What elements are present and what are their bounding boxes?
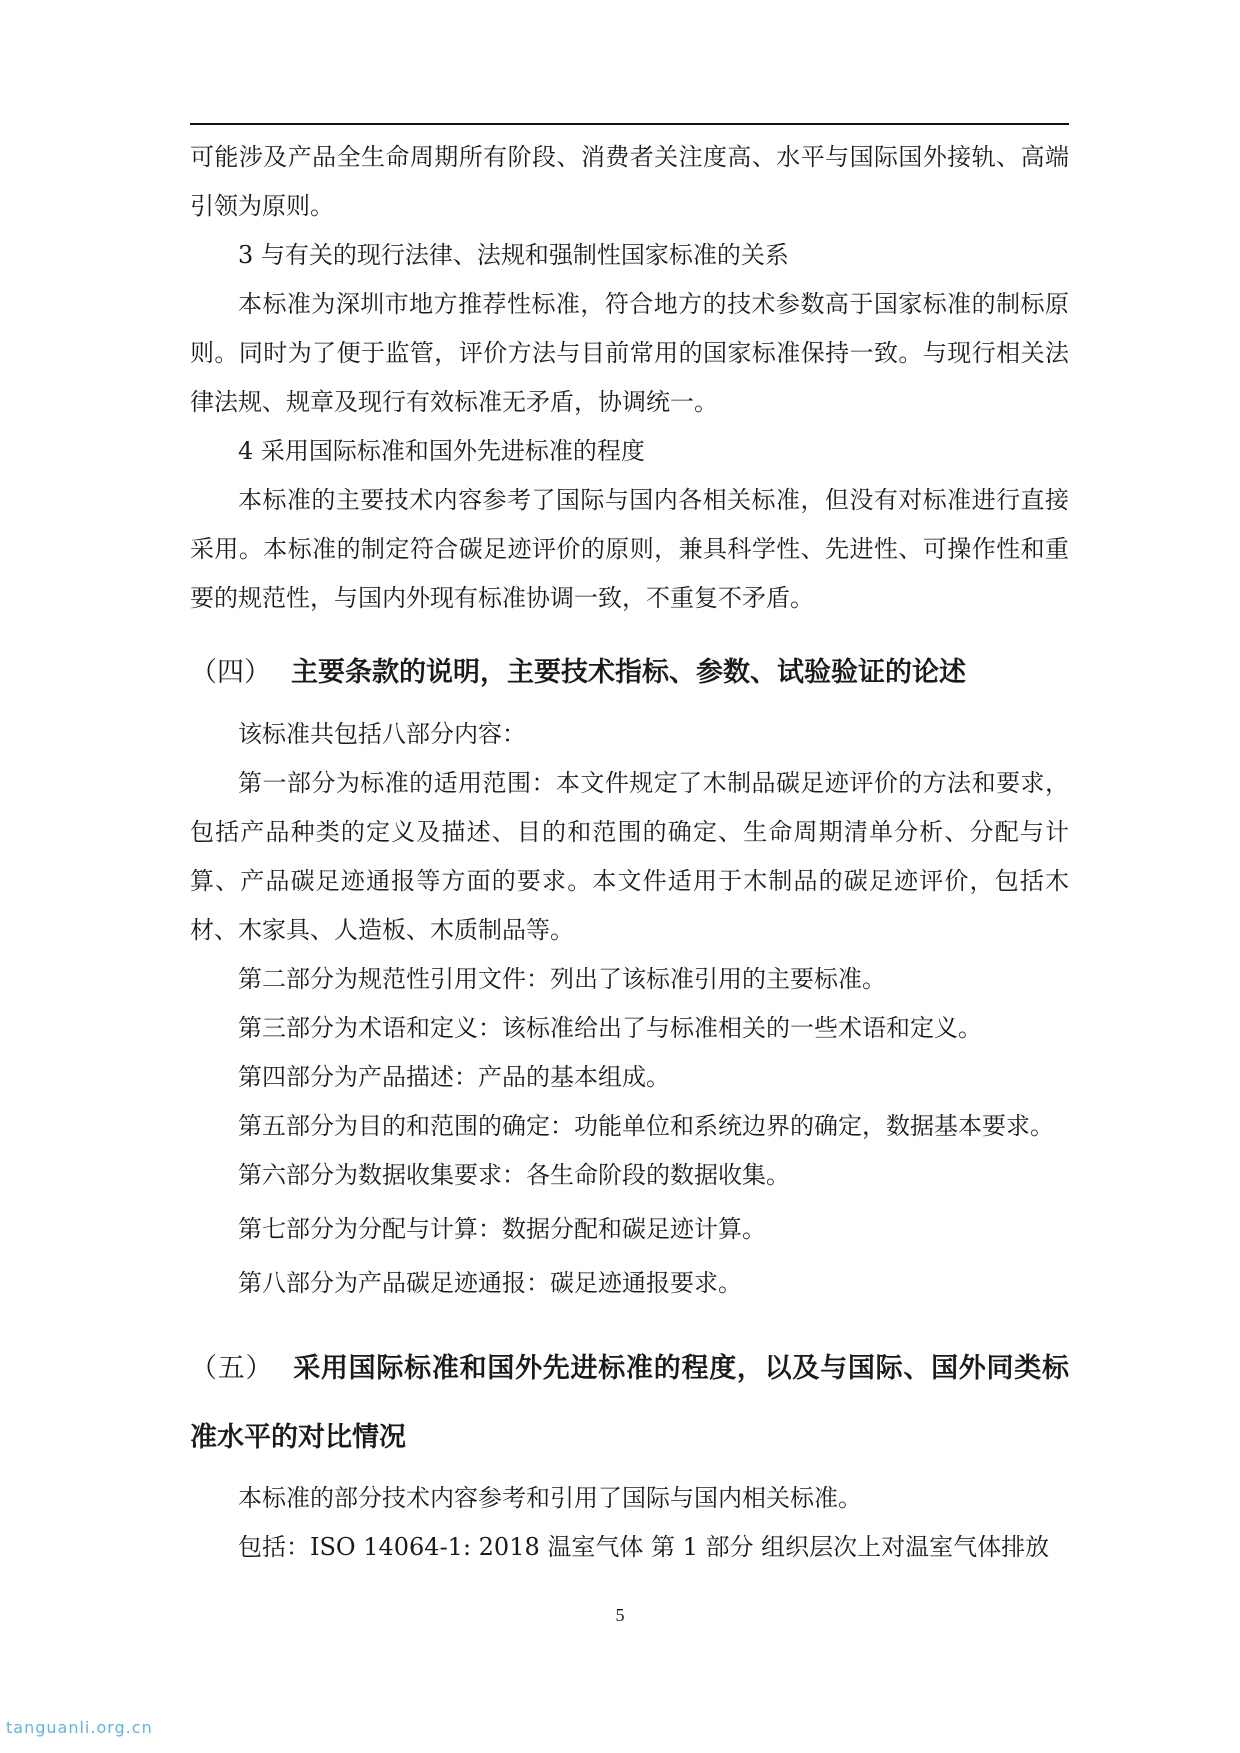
heading-4-text: 主要条款的说明，主要技术指标、参数、试验验证的论述	[291, 657, 966, 688]
parts-intro: 该标准共包括八部分内容：	[238, 720, 526, 748]
part-6: 第六部分为数据收集要求：各生命阶段的数据收集。	[238, 1161, 790, 1189]
section-5-list: 包括：ISO 14064-1: 2018 温室气体 第 1 部分 组织层次上对温室气体排放	[238, 1533, 1050, 1561]
part-7: 第七部分为分配与计算：数据分配和碳足迹计算。	[238, 1215, 766, 1243]
part-5: 第五部分为目的和范围的确定：功能单位和系统边界的确定，数据基本要求。	[238, 1112, 1054, 1140]
section-4-body: 本标准的主要技术内容参考了国际与国内各相关标准，但没有对标准进行直接采用。本标准的制定符合碳足迹评价的原则，兼具科学性、先进性、可操作性和重要的规范性，与国内外现有标准协调一致，不重复不矛盾。	[190, 486, 1069, 612]
header-rule	[190, 123, 1069, 125]
part-3: 第三部分为术语和定义：该标准给出了与标准相关的一些术语和定义。	[238, 1014, 982, 1042]
heading-5-text: 采用国际标准和国外先进标准的程度，以及与国际、国外同类标准水平的对比情况	[190, 1353, 1070, 1453]
heading-4-number: （四）	[190, 657, 271, 688]
section-4-title: 4 采用国际标准和国外先进标准的程度	[238, 437, 645, 465]
section-5-body: 本标准的部分技术内容参考和引用了国际与国内相关标准。	[238, 1484, 862, 1512]
part-2: 第二部分为规范性引用文件：列出了该标准引用的主要标准。	[238, 965, 886, 993]
heading-5-number: （五）	[190, 1353, 274, 1384]
heading-4	[190, 638, 1069, 707]
heading-5	[190, 1334, 1069, 1472]
part-4: 第四部分为产品描述：产品的基本组成。	[238, 1063, 670, 1091]
part-1: 第一部分为标准的适用范围：本文件规定了木制品碳足迹评价的方法和要求，包括产品种类的定义及描述、目的和范围的确定、生命周期清单分析、分配与计算、产品碳足迹通报等方面的要求。本文件适用于木制品的碳足迹评价，包括木材、木家具、人造板、木质制品等。	[190, 769, 1069, 944]
page-number: 5	[615, 1605, 625, 1625]
section-3-title: 3 与有关的现行法律、法规和强制性国家标准的关系	[238, 241, 789, 269]
continuation-paragraph: 可能涉及产品全生命周期所有阶段、消费者关注度高、水平与国际国外接轨、高端引领为原则。	[190, 143, 1069, 220]
part-8: 第八部分为产品碳足迹通报：碳足迹通报要求。	[238, 1269, 742, 1297]
watermark: tanguanli.org.cn	[6, 1718, 153, 1737]
section-3-body: 本标准为深圳市地方推荐性标准，符合地方的技术参数高于国家标准的制标原则。同时为了便于监管，评价方法与目前常用的国家标准保持一致。与现行相关法律法规、规章及现行有效标准无矛盾，协调统一。	[190, 290, 1069, 416]
